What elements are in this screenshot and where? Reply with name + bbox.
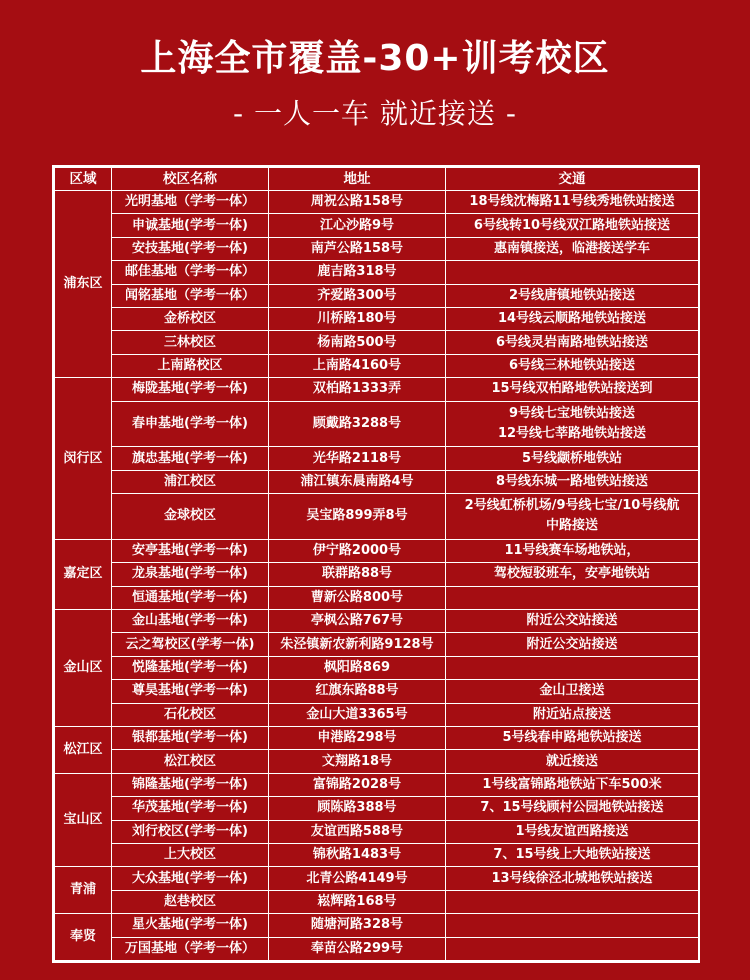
district-cell: 金山区 <box>55 610 112 727</box>
table-row <box>55 703 699 726</box>
address-cell: 曹新公路800号 <box>269 586 446 609</box>
address-cell: 光华路2118号 <box>269 447 446 470</box>
transport-cell: 14号线云顺路地铁站接送 <box>446 307 699 330</box>
header-campus-name: 校区名称 <box>112 168 269 191</box>
address-cell: 顾陈路388号 <box>269 797 446 820</box>
table-row <box>55 563 699 586</box>
table-row <box>55 727 699 750</box>
campus-name-cell: 星火基地(学考一体) <box>112 914 269 937</box>
campus-name-cell: 恒通基地(学考一体) <box>112 586 269 609</box>
table-row <box>55 610 699 633</box>
transport-cell: 6号线灵岩南路地铁站接送 <box>446 331 699 354</box>
campus-name-cell: 上南路校区 <box>112 354 269 377</box>
address-cell: 朱泾镇新农新利路9128号 <box>269 633 446 656</box>
header-transport: 交通 <box>446 168 699 191</box>
transport-cell: 金山卫接送 <box>446 680 699 703</box>
campus-name-cell: 浦江校区 <box>112 470 269 493</box>
campus-name-cell: 邮佳基地（学考一体） <box>112 261 269 284</box>
campus-name-cell: 赵巷校区 <box>112 890 269 913</box>
address-cell: 川桥路180号 <box>269 307 446 330</box>
transport-cell: 惠南镇接送，临港接送学车 <box>446 237 699 260</box>
address-cell: 江心沙路9号 <box>269 214 446 237</box>
transport-line: 2号线虹桥机场/9号线七宝/10号线航 <box>464 498 680 514</box>
campus-name-cell: 申诚基地(学考一体) <box>112 214 269 237</box>
address-cell: 南芦公路158号 <box>269 237 446 260</box>
page-title: 上海全市覆盖-30+训考校区 <box>140 38 610 79</box>
campus-name-cell: 金桥校区 <box>112 307 269 330</box>
address-cell: 北青公路4149号 <box>269 867 446 890</box>
district-cell: 松江区 <box>55 727 112 774</box>
table-row <box>55 237 699 260</box>
campus-name-cell: 安技基地(学考一体) <box>112 237 269 260</box>
campus-name-cell: 银都基地(学考一体) <box>112 727 269 750</box>
address-cell: 联群路88号 <box>269 563 446 586</box>
address-cell: 申港路298号 <box>269 727 446 750</box>
district-cell: 青浦 <box>55 867 112 914</box>
table-row <box>55 937 699 960</box>
table-row <box>55 633 699 656</box>
transport-cell: 15号线双柏路地铁站接送到 <box>446 378 699 401</box>
table-row <box>55 914 699 937</box>
table-row <box>55 284 699 307</box>
campus-name-cell: 松江校区 <box>112 750 269 773</box>
table-row <box>55 331 699 354</box>
address-cell: 富锦路2028号 <box>269 773 446 796</box>
district-cell: 闵行区 <box>55 378 112 540</box>
campus-name-cell: 春申基地(学考一体) <box>112 401 269 447</box>
address-cell: 金山大道3365号 <box>269 703 446 726</box>
address-cell: 吴宝路899弄8号 <box>269 494 446 540</box>
campus-name-cell: 龙泉基地(学考一体) <box>112 563 269 586</box>
transport-cell: 6号线转10号线双江路地铁站接送 <box>446 214 699 237</box>
campus-table-container <box>52 165 700 963</box>
address-cell: 崧辉路168号 <box>269 890 446 913</box>
address-cell: 周祝公路158号 <box>269 191 446 214</box>
transport-cell <box>446 937 699 960</box>
transport-cell: 8号线东城一路地铁站接送 <box>446 470 699 493</box>
table-row <box>55 820 699 843</box>
transport-line: 12号线七莘路地铁站接送 <box>497 425 647 441</box>
transport-cell <box>446 261 699 284</box>
page-subtitle: - 一人一车 就近接送 - <box>233 97 517 130</box>
transport-cell: 附近公交站接送 <box>446 610 699 633</box>
campus-name-cell: 大众基地(学考一体) <box>112 867 269 890</box>
address-cell: 奉苗公路299号 <box>269 937 446 960</box>
transport-cell <box>446 890 699 913</box>
address-cell: 友谊西路588号 <box>269 820 446 843</box>
table-row <box>55 354 699 377</box>
table-row <box>55 680 699 703</box>
address-cell: 浦江镇东晨南路4号 <box>269 470 446 493</box>
header-district: 区域 <box>55 168 112 191</box>
table-body <box>55 191 699 961</box>
campus-name-cell: 华茂基地(学考一体) <box>112 797 269 820</box>
address-cell: 鹿吉路318号 <box>269 261 446 284</box>
campus-name-cell: 万国基地（学考一体） <box>112 937 269 960</box>
address-cell: 杨南路500号 <box>269 331 446 354</box>
campus-name-cell: 金球校区 <box>112 494 269 540</box>
transport-cell <box>446 401 699 447</box>
transport-cell <box>446 914 699 937</box>
campus-name-cell: 旗忠基地(学考一体) <box>112 447 269 470</box>
table-row <box>55 843 699 866</box>
address-cell: 枫阳路869 <box>269 656 446 679</box>
campus-name-cell: 悦隆基地(学考一体) <box>112 656 269 679</box>
campus-name-cell: 光明基地（学考一体） <box>112 191 269 214</box>
transport-cell: 13号线徐泾北城地铁站接送 <box>446 867 699 890</box>
campus-name-cell: 刘行校区(学考一体) <box>112 820 269 843</box>
district-cell: 奉贤 <box>55 914 112 961</box>
transport-cell: 附近公交站接送 <box>446 633 699 656</box>
transport-cell <box>446 586 699 609</box>
campus-table <box>54 167 699 961</box>
table-row <box>55 261 699 284</box>
campus-name-cell: 金山基地(学考一体) <box>112 610 269 633</box>
campus-name-cell: 梅陇基地(学考一体) <box>112 378 269 401</box>
address-cell: 文翔路18号 <box>269 750 446 773</box>
district-cell: 嘉定区 <box>55 539 112 609</box>
transport-cell: 6号线三林地铁站接送 <box>446 354 699 377</box>
campus-name-cell: 石化校区 <box>112 703 269 726</box>
table-row <box>55 750 699 773</box>
campus-name-cell: 闻铭基地（学考一体） <box>112 284 269 307</box>
transport-cell: 1号线富锦路地铁站下车500米 <box>446 773 699 796</box>
transport-cell: 1号线友谊西路接送 <box>446 820 699 843</box>
table-row <box>55 470 699 493</box>
address-cell: 齐爱路300号 <box>269 284 446 307</box>
table-row <box>55 307 699 330</box>
campus-name-cell: 云之驾校区(学考一体) <box>112 633 269 656</box>
table-row <box>55 214 699 237</box>
address-cell: 上南路4160号 <box>269 354 446 377</box>
address-cell: 双柏路1333弄 <box>269 378 446 401</box>
campus-name-cell: 安亭基地(学考一体) <box>112 539 269 562</box>
transport-cell <box>446 494 699 540</box>
campus-name-cell: 上大校区 <box>112 843 269 866</box>
table-row <box>55 797 699 820</box>
district-cell: 浦东区 <box>55 191 112 378</box>
transport-cell: 2号线唐镇地铁站接送 <box>446 284 699 307</box>
district-cell: 宝山区 <box>55 773 112 867</box>
campus-name-cell: 锦隆基地(学考一体) <box>112 773 269 796</box>
transport-line: 9号线七宝地铁站接送 <box>508 405 636 421</box>
address-cell: 顾戴路3288号 <box>269 401 446 447</box>
address-cell: 伊宁路2000号 <box>269 539 446 562</box>
table-header-row <box>55 168 699 191</box>
table-row <box>55 656 699 679</box>
address-cell: 随塘河路328号 <box>269 914 446 937</box>
table-row <box>55 773 699 796</box>
transport-cell: 5号线颛桥地铁站 <box>446 447 699 470</box>
table-row <box>55 890 699 913</box>
table-row <box>55 447 699 470</box>
transport-cell <box>446 656 699 679</box>
transport-cell: 5号线春申路地铁站接送 <box>446 727 699 750</box>
header-address: 地址 <box>269 168 446 191</box>
transport-cell: 7、15号线上大地铁站接送 <box>446 843 699 866</box>
table-row <box>55 401 699 447</box>
transport-cell: 11号线赛车场地铁站， <box>446 539 699 562</box>
table-row <box>55 191 699 214</box>
campus-name-cell: 三林校区 <box>112 331 269 354</box>
address-cell: 锦秋路1483号 <box>269 843 446 866</box>
transport-line: 中路接送 <box>545 518 598 534</box>
address-cell: 亭枫公路767号 <box>269 610 446 633</box>
table-row <box>55 378 699 401</box>
transport-cell: 18号线沈梅路11号线秀地铁站接送 <box>446 191 699 214</box>
transport-cell: 驾校短驳班车，安亭地铁站 <box>446 563 699 586</box>
table-row <box>55 586 699 609</box>
campus-name-cell: 尊昊基地(学考一体) <box>112 680 269 703</box>
table-row <box>55 494 699 540</box>
transport-cell: 7、15号线顾村公园地铁站接送 <box>446 797 699 820</box>
table-row <box>55 539 699 562</box>
table-row <box>55 867 699 890</box>
address-cell: 红旗东路88号 <box>269 680 446 703</box>
transport-cell: 附近站点接送 <box>446 703 699 726</box>
transport-cell: 就近接送 <box>446 750 699 773</box>
